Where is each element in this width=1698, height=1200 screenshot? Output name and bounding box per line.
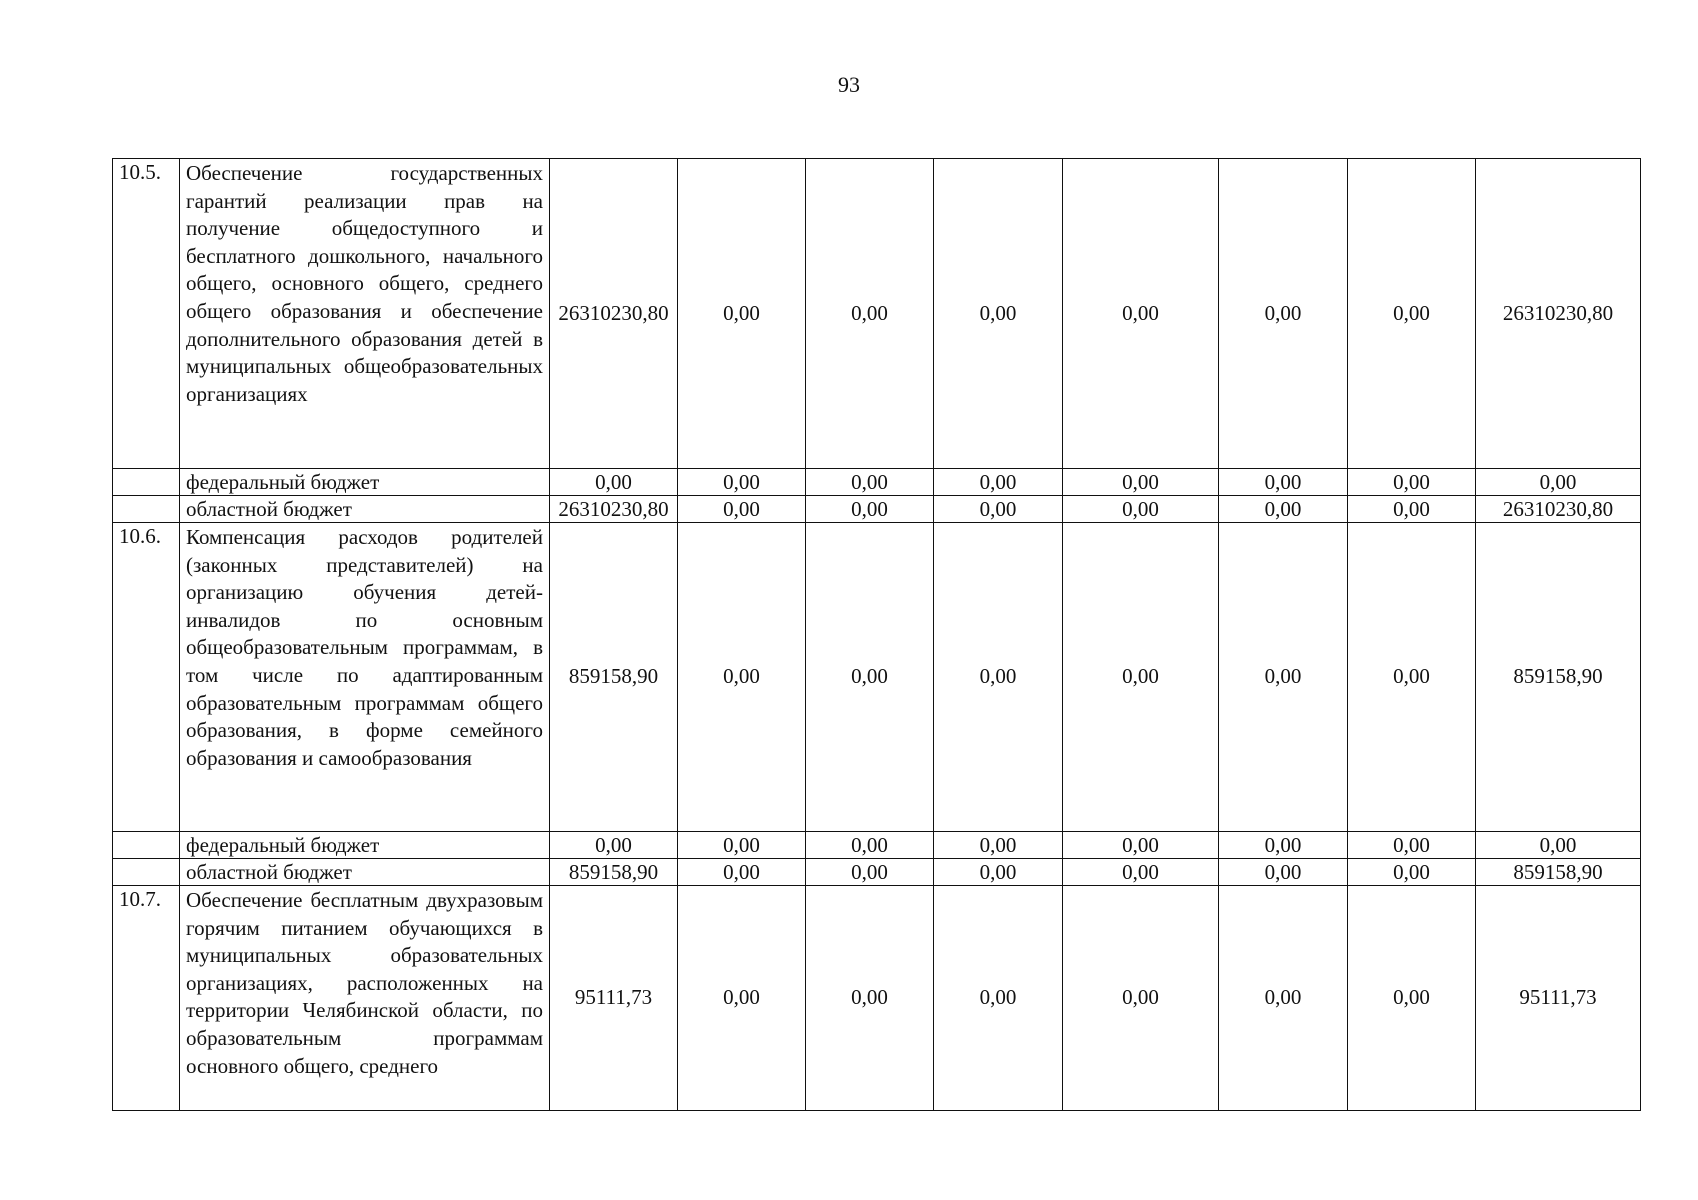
row-name: областной бюджет <box>180 859 550 886</box>
value-cell: 859158,90 <box>550 523 678 832</box>
value-cell: 0,00 <box>806 159 934 469</box>
row-name: областной бюджет <box>180 496 550 523</box>
value-cell: 0,00 <box>1348 496 1476 523</box>
value-cell: 0,00 <box>1348 886 1476 1111</box>
value-cell: 0,00 <box>934 523 1063 832</box>
value-cell: 0,00 <box>934 832 1063 859</box>
value-cell: 0,00 <box>1348 469 1476 496</box>
value-cell: 0,00 <box>1063 159 1219 469</box>
row-number <box>113 496 180 523</box>
value-cell: 0,00 <box>1348 859 1476 886</box>
value-cell: 0,00 <box>1063 496 1219 523</box>
value-cell: 0,00 <box>806 859 934 886</box>
value-cell: 0,00 <box>806 886 934 1111</box>
value-cell: 0,00 <box>806 469 934 496</box>
page-number: 93 <box>838 72 860 97</box>
table-row <box>113 859 1641 886</box>
table-row <box>113 886 1641 1111</box>
row-number <box>113 832 180 859</box>
value-cell: 95111,73 <box>1476 886 1641 1111</box>
row-number: 10.5. <box>113 159 180 469</box>
value-cell: 0,00 <box>1476 832 1641 859</box>
value-cell: 859158,90 <box>1476 859 1641 886</box>
row-name-cell <box>180 886 550 1111</box>
value-cell: 26310230,80 <box>1476 159 1641 469</box>
value-cell: 0,00 <box>550 832 678 859</box>
value-cell: 0,00 <box>934 469 1063 496</box>
value-cell: 0,00 <box>1219 886 1348 1111</box>
table-row <box>113 523 1641 832</box>
value-cell: 0,00 <box>1063 523 1219 832</box>
value-cell: 0,00 <box>1219 496 1348 523</box>
value-cell: 0,00 <box>934 496 1063 523</box>
value-cell: 0,00 <box>1063 469 1219 496</box>
value-cell: 0,00 <box>1348 159 1476 469</box>
row-name: федеральный бюджет <box>180 469 550 496</box>
value-cell: 0,00 <box>550 469 678 496</box>
value-cell: 0,00 <box>1219 523 1348 832</box>
value-cell: 0,00 <box>806 832 934 859</box>
value-cell: 0,00 <box>678 469 806 496</box>
row-name: Обеспечение бесплатным двухразовым горячим питанием обучающихся в муниципальных образовательных организациях, расположенных на территории Челябинской области, по образовательным программам основного общего, среднего <box>186 888 543 1078</box>
value-cell: 0,00 <box>934 886 1063 1111</box>
table-row <box>113 469 1641 496</box>
table-row <box>113 832 1641 859</box>
value-cell: 0,00 <box>1348 832 1476 859</box>
value-cell: 0,00 <box>934 159 1063 469</box>
value-cell: 26310230,80 <box>1476 496 1641 523</box>
value-cell: 0,00 <box>1063 832 1219 859</box>
value-cell: 0,00 <box>678 523 806 832</box>
value-cell: 26310230,80 <box>550 496 678 523</box>
value-cell: 0,00 <box>1219 832 1348 859</box>
value-cell: 0,00 <box>1219 469 1348 496</box>
value-cell: 0,00 <box>806 523 934 832</box>
table-row <box>113 496 1641 523</box>
value-cell: 0,00 <box>678 886 806 1111</box>
value-cell: 859158,90 <box>550 859 678 886</box>
table-row <box>113 159 1641 469</box>
value-cell: 95111,73 <box>550 886 678 1111</box>
value-cell: 0,00 <box>1219 859 1348 886</box>
row-name: Обеспечение государственных гарантий реализации прав на получение общедоступного и бесплатного дошкольного, начального общего, основного общего, среднего общего образования и обеспечение дополнительного образования детей в муниципальных общеобразовательных организациях <box>180 159 550 469</box>
value-cell: 0,00 <box>806 496 934 523</box>
value-cell: 0,00 <box>1219 159 1348 469</box>
row-name: федеральный бюджет <box>180 832 550 859</box>
value-cell: 859158,90 <box>1476 523 1641 832</box>
row-number <box>113 859 180 886</box>
value-cell: 0,00 <box>678 859 806 886</box>
value-cell: 0,00 <box>1063 859 1219 886</box>
row-number <box>113 469 180 496</box>
row-number: 10.7. <box>113 886 180 1111</box>
budget-table <box>112 158 1641 1111</box>
value-cell: 0,00 <box>678 832 806 859</box>
row-name: Компенсация расходов родителей (законных представителей) на организацию обучения детей-инвалидов по основным общеобразовательным программам, в том числе по адаптированным образовательным программам общего образования, в форме семейного образования и самообразования <box>180 523 550 832</box>
value-cell: 0,00 <box>678 496 806 523</box>
value-cell: 0,00 <box>1348 523 1476 832</box>
value-cell: 26310230,80 <box>550 159 678 469</box>
value-cell: 0,00 <box>1476 469 1641 496</box>
value-cell: 0,00 <box>1063 886 1219 1111</box>
value-cell: 0,00 <box>678 159 806 469</box>
row-number: 10.6. <box>113 523 180 832</box>
value-cell: 0,00 <box>934 859 1063 886</box>
